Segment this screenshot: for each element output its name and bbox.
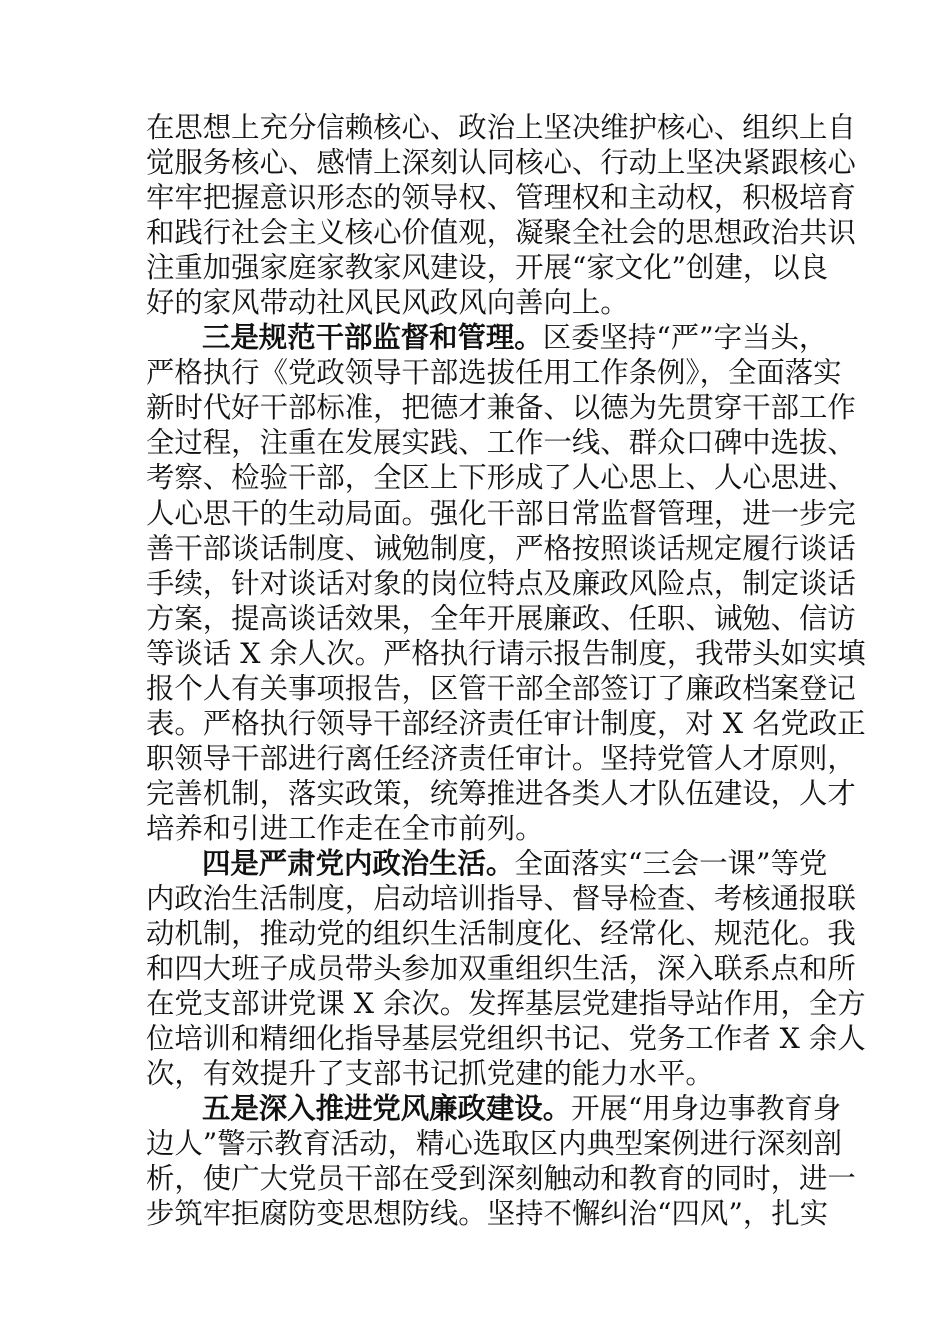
text-line: 手续，针对谈话对象的岗位特点及廉政风险点，制定谈话 [146, 566, 856, 600]
text-line: 析，使广大党员干部在受到深刻触动和教育的同时，进一 [146, 1162, 856, 1196]
paragraph-first-line [146, 1091, 842, 1126]
text-span: 开展“用身边事教育身 [571, 1092, 842, 1126]
paragraph-ideology [146, 110, 856, 320]
text-line: 新时代好干部标准，把德才兼备、以德为先贯穿干部工作 [146, 391, 856, 425]
text-span: 全面落实“三会一课”等党 [514, 846, 828, 880]
text-line: 严格执行《党政领导干部选拔任用工作条例》，全面落实 [146, 356, 842, 390]
paragraph-party-life [146, 845, 866, 1091]
text-line: 好的家风带动社风民风政风向善向上。 [146, 286, 629, 320]
paragraph-cadre-supervision [146, 320, 866, 846]
paragraph-first-line [146, 320, 828, 355]
text-line: 内政治生活制度，启动培训指导、督导检查、考核通报联 [146, 882, 856, 916]
text-line: 全过程，注重在发展实践、工作一线、群众口碑中选拔、 [146, 426, 856, 460]
paragraph-heading: 三是规范干部监督和管理。 [202, 320, 543, 355]
text-line: 方案，提高谈话效果，全年开展廉政、任职、诫勉、信访 [146, 601, 856, 635]
body-text [146, 110, 866, 1232]
text-line: 和践行社会主义核心价值观，凝聚全社会的思想政治共识 [146, 216, 856, 250]
text-line: 在思想上充分信赖核心、政治上坚决维护核心、组织上自 [146, 111, 856, 144]
text-line: 牢牢把握意识形态的领导权、管理权和主动权，积极培育 [146, 181, 856, 215]
text-line: 动机制，推动党的组织生活制度化、经常化、规范化。我 [146, 917, 856, 951]
text-line: 和四大班子成员带头参加双重组织生活，深入联系点和所 [146, 952, 856, 986]
text-line: 职领导干部进行离任经济责任审计。坚持党管人才原则， [146, 741, 856, 775]
text-line: 步筑牢拒腐防变思想防线。坚持不懈纠治“四风”，扎实 [146, 1197, 829, 1231]
paragraph-clean-governance [146, 1091, 856, 1231]
text-span: 区委坚持“严”字当头， [542, 321, 828, 355]
text-line: 表。严格执行领导干部经济责任审计制度，对 X 名党政正 [146, 706, 866, 740]
paragraph-first-line [146, 845, 828, 881]
text-line: 培养和引进工作走在全市前列。 [146, 811, 544, 845]
paragraph-heading: 四是严肃党内政治生活。 [202, 845, 515, 880]
text-line: 等谈话 X 余人次。严格执行请示报告制度，我带头如实填 [146, 636, 866, 670]
text-line: 善干部谈话制度、诫勉制度，严格按照谈话规定履行谈话 [146, 531, 856, 565]
text-line: 完善机制，落实政策，统筹推进各类人才队伍建设，人才 [146, 776, 856, 810]
text-line: 考察、检验干部，全区上下形成了人心思上、人心思进、 [146, 461, 856, 495]
text-line: 人心思干的生动局面。强化干部日常监督管理，进一步完 [146, 496, 856, 530]
text-line: 边人”警示教育活动，精心选取区内典型案例进行深刻剖 [146, 1127, 842, 1161]
text-line: 在党支部讲党课 X 余次。发挥基层党建指导站作用，全方 [146, 987, 866, 1021]
text-line: 注重加强家庭家教家风建设，开展“家文化”创建，以良 [146, 251, 829, 285]
text-line: 报个人有关事项报告，区管干部全部签订了廉政档案登记 [146, 671, 856, 705]
text-line: 次，有效提升了支部书记抓党建的能力水平。 [146, 1057, 714, 1091]
text-line: 觉服务核心、感情上深刻认同核心、行动上坚决紧跟核心 [146, 146, 856, 180]
paragraph-heading: 五是深入推进党风廉政建设。 [202, 1091, 572, 1126]
text-line: 位培训和精细化指导基层党组织书记、党务工作者 X 余人 [146, 1022, 866, 1056]
